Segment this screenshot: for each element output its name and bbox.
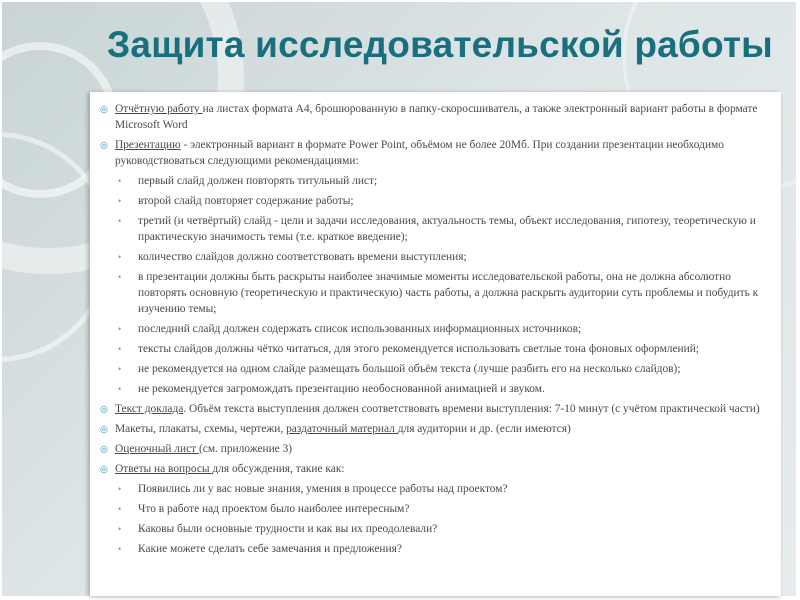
item-text: для аудитории и др. (если имеются): [397, 423, 571, 435]
item-underlined-text: Оценочный лист: [115, 443, 199, 455]
sub-item-text: тексты слайдов должны чётко читаться, для этого рекомендуется использовать светлые тона фоновых оформлений;: [138, 343, 699, 355]
bullet-dot-icon: •: [118, 324, 122, 334]
sub-item-text: третий (и четвёртый) слайд - цели и задачи исследования, актуальность темы, объект исследования, гипотезу, теоретическую и практическую значимость темы (т.е. краткое введение);: [138, 215, 756, 243]
sub-list-item: [100, 341, 775, 357]
slide-title: Защита исследовательской работы: [107, 24, 773, 65]
sub-item-text: Какие можете сделать себе замечания и предложения?: [138, 543, 402, 555]
list-item: [100, 461, 775, 477]
bullet-circle-icon: ◎: [100, 404, 108, 414]
bullet-circle-icon: ◎: [100, 140, 108, 150]
bullet-dot-icon: •: [118, 176, 122, 186]
bullet-dot-icon: •: [118, 384, 122, 394]
sub-list-item: [100, 269, 775, 317]
list-item: [100, 401, 775, 417]
item-text: для обсуждения, такие как:: [212, 463, 345, 475]
sub-list-item: [100, 521, 775, 537]
sub-item-text: не рекомендуется на одном слайде размещать большой объём текста (лучше разбить его на несколько слайдов);: [138, 363, 681, 375]
bullet-dot-icon: •: [118, 344, 122, 354]
item-text: на листах формата А4, брошюрованную в папку-скоросшиватель, а также электронный вариант работы в формате Microsoft Word: [115, 103, 758, 131]
list-item: [100, 137, 775, 169]
bullet-dot-icon: •: [118, 544, 122, 554]
sub-list-item: [100, 193, 775, 209]
bullet-circle-icon: ◎: [100, 104, 108, 114]
sub-item-text: Каковы были основные трудности и как вы их преодолевали?: [138, 523, 438, 535]
sub-item-text: не рекомендуется загромождать презентацию необоснованной анимацией и звуком.: [138, 383, 545, 395]
bullet-dot-icon: •: [118, 252, 122, 262]
item-text: (см. приложение 3): [198, 443, 293, 455]
list-item: [100, 441, 775, 457]
bullet-dot-icon: •: [118, 504, 122, 514]
sub-list-item: [100, 501, 775, 517]
sub-list-item: [100, 381, 775, 397]
item-underlined-text: раздаточный материал: [286, 423, 398, 435]
bullet-dot-icon: •: [118, 524, 122, 534]
sub-list-item: [100, 321, 775, 337]
slide-content: [100, 101, 775, 561]
bullet-circle-icon: ◎: [100, 424, 108, 434]
sub-item-text: Что в работе над проектом было наиболее интересным?: [138, 503, 410, 515]
sub-list-item: [100, 213, 775, 245]
sub-list-item: [100, 361, 775, 377]
sub-item-text: в презентации должны быть раскрыты наиболее значимые моменты исследовательской работы, она не должна абсолютно повторять основную (теоретическую и практическую) часть работы, а должна раскрыть аудитории суть проблемы и побудить к изучению темы;: [138, 271, 759, 315]
item-underlined-text: Презентацию: [115, 139, 181, 151]
bullet-dot-icon: •: [118, 484, 122, 494]
sub-item-text: количество слайдов должно соответствовать времени выступления;: [138, 251, 467, 263]
sub-item-text: первый слайд должен повторять титульный лист;: [138, 175, 378, 187]
sub-list-item: [100, 481, 775, 497]
sub-item-text: второй слайд повторяет содержание работы;: [138, 195, 354, 207]
item-text: . Объём текста выступления должен соответствовать времени выступления: 7-10 минут (с учётом практической части): [183, 403, 760, 415]
sub-item-text: Появились ли у вас новые знания, умения в процессе работы над проектом?: [138, 483, 508, 495]
bullet-dot-icon: •: [118, 272, 122, 282]
sub-list-item: [100, 173, 775, 189]
item-underlined-text: Отчётную работу: [115, 103, 203, 115]
item-underlined-text: Текст доклада: [115, 403, 184, 415]
item-prefix-text: Макеты, плакаты, схемы, чертежи,: [115, 423, 287, 435]
list-item: [100, 421, 775, 437]
bullet-circle-icon: ◎: [100, 444, 108, 454]
bullet-circle-icon: ◎: [100, 464, 108, 474]
sub-item-text: последний слайд должен содержать список использованных информационных источников;: [138, 323, 582, 335]
list-item: [100, 101, 775, 133]
item-underlined-text: Ответы на вопросы: [115, 463, 213, 475]
bullet-dot-icon: •: [118, 196, 122, 206]
bullet-dot-icon: •: [118, 364, 122, 374]
item-text: - электронный вариант в формате Power Point, объёмом не более 20Мб. При создании презентации необходимо руководствоваться следующими рекомендациями:: [115, 139, 724, 167]
sub-list-item: [100, 541, 775, 557]
sub-list-item: [100, 249, 775, 265]
bullet-dot-icon: •: [118, 216, 122, 226]
